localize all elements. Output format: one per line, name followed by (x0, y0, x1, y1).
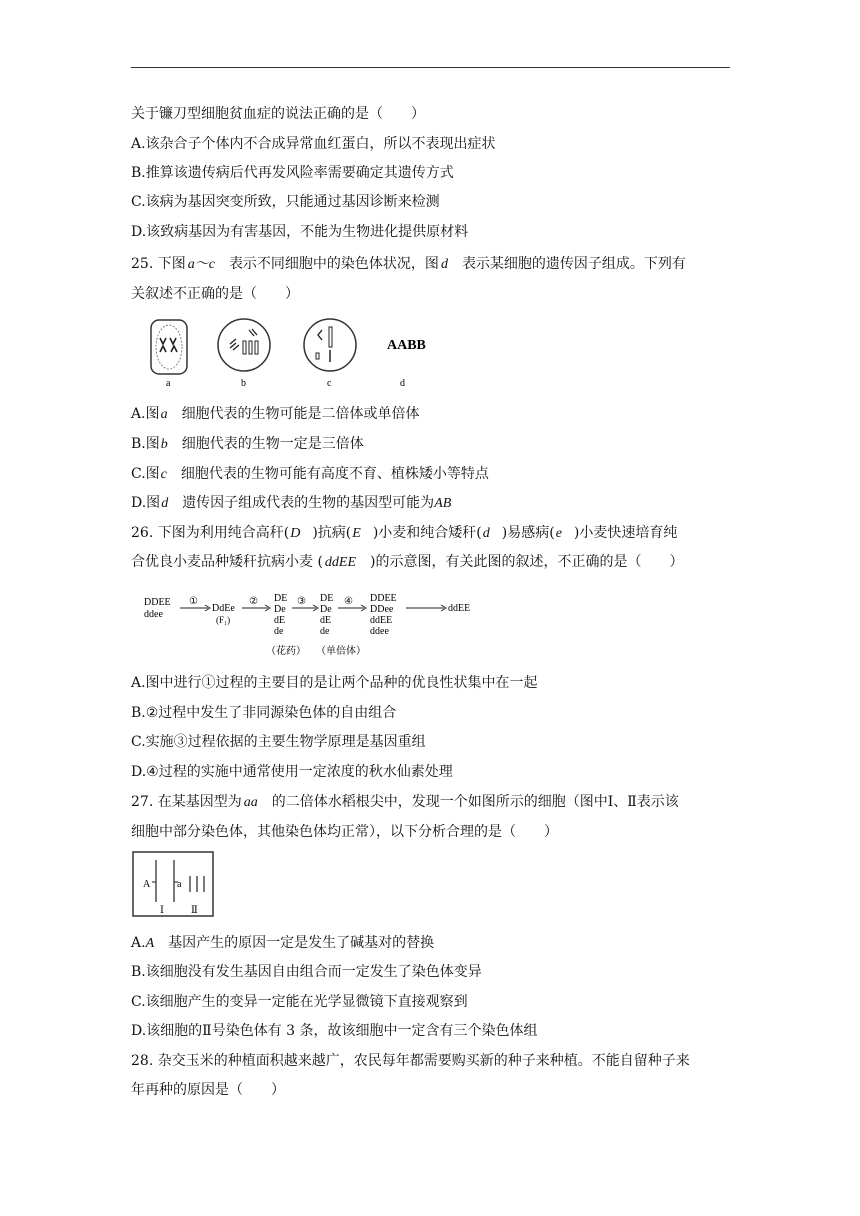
fig-label-d: d (400, 378, 405, 389)
cell-b-figure (218, 319, 270, 371)
q25-figure (140, 318, 440, 392)
doubled-2: DDee (370, 604, 394, 615)
q25-option-c: C.图c 细胞代表的生物可能有高度不育、植株矮小等特点 (131, 466, 489, 482)
doubled-4: ddee (370, 626, 389, 637)
q24-option-c: C.该病为基因突变所致，只能通过基因诊断来检测 (131, 194, 440, 210)
q27-chromosome-figure (131, 850, 215, 920)
q28-stem-line1: 28. 杂交玉米的种植面积越来越广，农民每年都需要购买新的种子来种植。不能自留种子来 (131, 1053, 690, 1069)
header-rule (131, 67, 730, 68)
haploid-4: de (320, 626, 330, 637)
q26-stem-line2: 合优良小麦品种矮秆抗病小麦 ( ddEE )的示意图，有关此图的叙述，不正确的是（ ） (131, 554, 684, 570)
fig-label-a: a (166, 378, 171, 389)
step-4-marker: ④ (344, 596, 353, 607)
q27-option-a: A.A 基因产生的原因一定是发生了碱基对的替换 (131, 935, 435, 951)
q25-stem-line1: 25. 下图 a～c 表示不同细胞中的染色体状况，图 d 表示某细胞的遗传因子组成。下列有 (131, 256, 686, 272)
step-3-marker: ③ (297, 596, 306, 607)
doubled-1: DDEE (370, 593, 397, 604)
q24-stem: 关于镰刀型细胞贫血症的说法正确的是（ ） (131, 106, 425, 122)
haploid-3: dE (320, 615, 332, 626)
fig-label-c: c (327, 378, 332, 389)
q27-stem-line2: 细胞中部分染色体，其他染色体均正常），以下分析合理的是（ ） (131, 824, 558, 840)
step-2-marker: ② (249, 596, 258, 607)
doubled-3: ddEE (370, 615, 393, 626)
gamete-3: dE (274, 615, 286, 626)
q24-option-b: B.推算该遗传病后代再发风险率需要确定其遗传方式 (131, 165, 454, 181)
q25-option-a: A.图a 细胞代表的生物可能是二倍体或单倍体 (131, 406, 420, 422)
q27-option-d: D.该细胞的Ⅱ号染色体有 3 条，故该细胞中一定含有三个染色体组 (131, 1023, 538, 1039)
haploid-1: DE (320, 593, 334, 604)
q26-breeding-diagram (140, 592, 480, 662)
gene-A-label: A (143, 879, 151, 890)
q26-option-c: C.实施③过程依据的主要生物学原理是基因重组 (131, 734, 426, 750)
result-genotype: ddEE (448, 603, 471, 614)
q26-option-a: A.图中进行①过程的主要目的是让两个品种的优良性状集中在一起 (131, 675, 538, 691)
q24-option-a: A.该杂合子个体内不合成异常血红蛋白，所以不表现出症状 (131, 136, 496, 152)
q25-option-b: B.图b 细胞代表的生物一定是三倍体 (131, 436, 364, 452)
caption-haploid: （单倍体） (316, 646, 366, 657)
f1-genotype: DdEe (212, 603, 235, 614)
cell-a-figure (151, 320, 187, 374)
parent-ddee-1: DDEE (144, 597, 171, 608)
q25-stem-line2: 关叙述不正确的是（ ） (131, 286, 299, 302)
gamete-1: DE (274, 593, 288, 604)
chromosome-I-label: Ⅰ (160, 905, 164, 916)
q27-option-c: C.该细胞产生的变异一定能在光学显微镜下直接观察到 (131, 994, 468, 1010)
haploid-2: De (320, 604, 332, 615)
q26-stem-line1: 26. 下图为利用纯合高秆(D )抗病(E )小麦和纯合矮秆(d )易感病(e )小麦快速培育纯 (131, 525, 678, 541)
chromosome-II-label: Ⅱ (191, 905, 198, 916)
gene-a-label: a (177, 879, 182, 890)
gamete-2: De (274, 604, 286, 615)
cell-c-figure (304, 319, 356, 371)
q26-option-d: D.④过程的实施中通常使用一定浓度的秋水仙素处理 (131, 764, 453, 780)
q27-stem-line1: 27. 在某基因型为 aa 的二倍体水稻根尖中，发现一个如图所示的细胞（图中Ⅰ、Ⅱ表示该 (131, 794, 679, 810)
parent-ddee-2: ddee (144, 609, 163, 620)
q28-stem-line2: 年再种的原因是（ ） (131, 1082, 285, 1098)
step-1-marker: ① (189, 596, 198, 607)
q27-option-b: B.该细胞没有发生基因自由组合而一定发生了染色体变异 (131, 964, 482, 980)
gamete-4: de (274, 626, 284, 637)
fig-genotype-d: AABB (387, 338, 426, 353)
caption-anther: （花药） (266, 646, 306, 657)
fig-label-b: b (241, 378, 246, 389)
q25-option-d: D.图d 遗传因子组成代表的生物的基因型可能为AB (131, 495, 452, 511)
q24-option-d: D.该致病基因为有害基因，不能为生物进化提供原材料 (131, 224, 469, 240)
q26-option-b: B.②过程中发生了非同源染色体的自由组合 (131, 705, 397, 721)
f1-label: (F₁) (216, 615, 231, 625)
